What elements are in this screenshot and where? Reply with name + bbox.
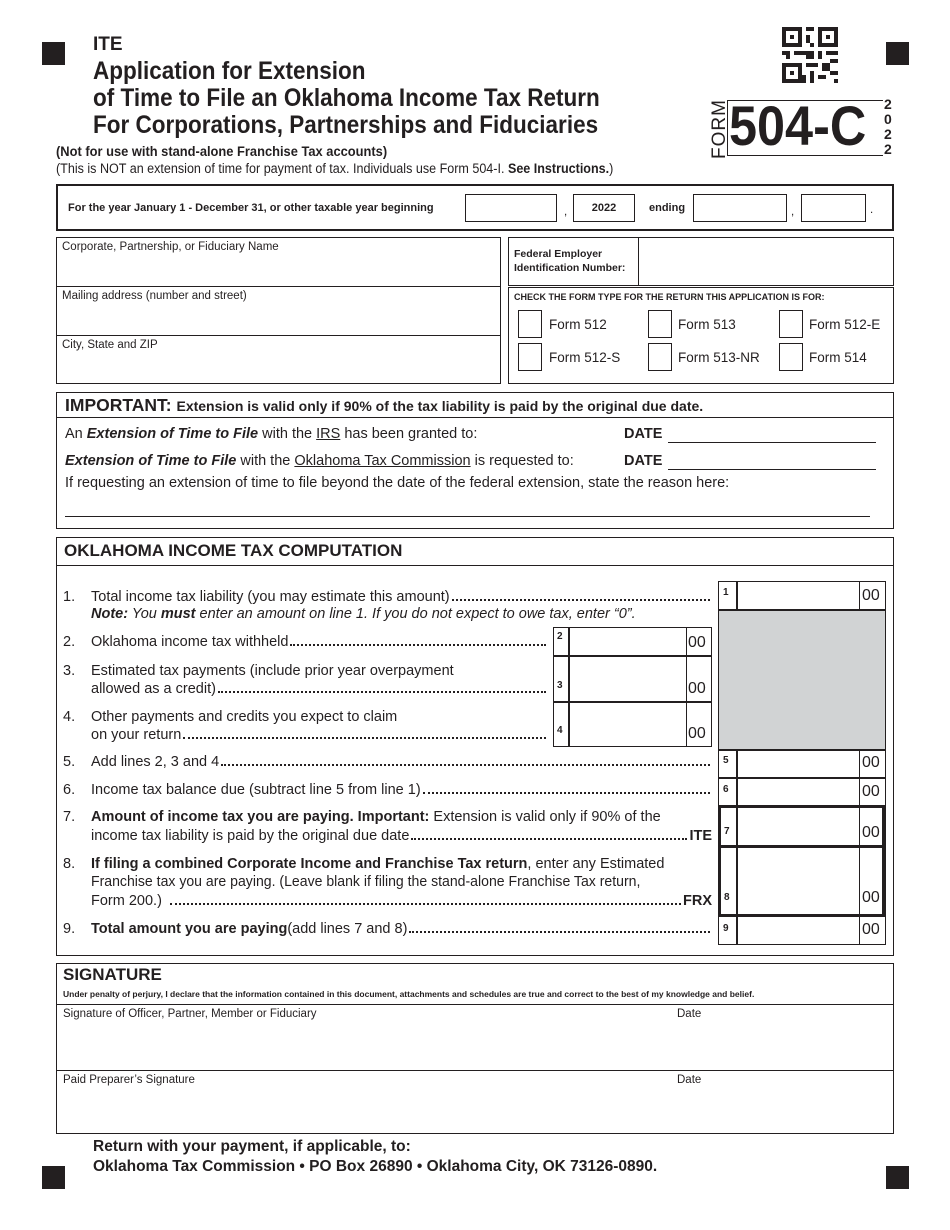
return-instructions: Return with your payment, if applicable, to:: [93, 1138, 411, 1155]
begin-date-input[interactable]: [465, 194, 557, 222]
cents: 00: [862, 921, 880, 938]
address-input[interactable]: [60, 305, 497, 333]
otc-date-input[interactable]: [668, 452, 876, 470]
perjury-declaration: Under penalty of perjury, I declare that the information contained in this document, attachments and schedules are true and correct to the best of my knowledge and belief.: [63, 989, 755, 999]
irs-date-input[interactable]: [668, 425, 876, 443]
address-label: Mailing address (number and street): [62, 290, 247, 302]
checkbox-form-514[interactable]: [779, 343, 803, 371]
form-type-header: CHECK THE FORM TYPE FOR THE RETURN THIS APPLICATION IS FOR:: [514, 292, 825, 302]
registration-mark: [42, 42, 65, 65]
line-number: 5.: [63, 754, 76, 770]
checkbox-form-512e[interactable]: [779, 310, 803, 338]
preparer-signature-field[interactable]: [60, 1090, 660, 1132]
line-number: 7.: [63, 809, 76, 825]
line-7-input[interactable]: [739, 809, 857, 844]
label-form-513nr: Form 513-NR: [678, 350, 760, 365]
qr-code-icon: [782, 27, 838, 83]
end-date-input[interactable]: [693, 194, 787, 222]
fein-input[interactable]: [640, 239, 892, 284]
line-8-label-end: Form 200.): [91, 893, 162, 909]
box-number: 2: [557, 631, 563, 642]
city-label: City, State and ZIP: [62, 339, 158, 351]
officer-date-label: Date: [677, 1008, 702, 1020]
registration-mark: [886, 42, 909, 65]
line-number: 3.: [63, 663, 76, 679]
note-text-end: ): [609, 161, 614, 176]
line-8-label-cont: Franchise tax you are paying. (Leave blank if filing the stand-alone Franchise Tax return,: [91, 874, 641, 890]
form-number: 504-C: [729, 94, 867, 157]
preparer-signature-label: Paid Preparer’s Signature: [63, 1074, 195, 1086]
checkbox-form-513nr[interactable]: [648, 343, 672, 371]
line-9-label: Total amount you are paying: [91, 921, 288, 937]
begin-year-input[interactable]: 2022: [573, 194, 635, 222]
label-form-512s: Form 512-S: [549, 350, 621, 365]
line-3-label: Estimated tax payments (include prior year overpayment: [91, 663, 454, 679]
cents: 00: [862, 587, 880, 604]
line-number: 1.: [63, 589, 76, 605]
line-1-note: Note: You must enter an amount on line 1. If you do not expect to owe tax, enter “0”.: [91, 606, 636, 622]
ending-label: ending: [649, 202, 686, 214]
reason-input[interactable]: [65, 497, 870, 517]
box-number: 8: [724, 892, 730, 903]
box-number: 3: [557, 680, 563, 691]
ite-code: ITE: [689, 828, 712, 844]
cents: 00: [862, 783, 880, 800]
line-9-input[interactable]: [739, 918, 857, 943]
important-heading: IMPORTANT: Extension is valid only if 90% of the tax liability is paid by the original due date.: [65, 395, 704, 415]
title-line-1: Application for Extension: [93, 57, 366, 85]
line-8-label: If filing a combined Corporate Income and Franchise Tax return, enter any Estimated: [91, 856, 665, 872]
form-year: 2 0 2 2: [884, 96, 892, 157]
label-form-513: Form 513: [678, 317, 736, 332]
irs-extension-text: An Extension of Time to File with the IRS has been granted to:: [65, 426, 478, 442]
preparer-date-field[interactable]: [674, 1090, 884, 1132]
cents: 00: [862, 889, 880, 906]
line-5-input[interactable]: [739, 752, 857, 776]
officer-signature-label: Signature of Officer, Partner, Member or Fiduciary: [63, 1008, 317, 1020]
line-7-label-cont: income tax liability is paid by the original due date: [91, 828, 410, 844]
signature-heading: SIGNATURE: [63, 965, 162, 984]
shaded-area: [719, 609, 885, 749]
period: .: [870, 204, 874, 216]
line-4-label-cont: on your return: [91, 727, 182, 743]
line-2-input[interactable]: [571, 629, 684, 654]
line-number: 8.: [63, 856, 76, 872]
line-2-label: Oklahoma income tax withheld: [91, 634, 289, 650]
line-6-input[interactable]: [739, 780, 857, 804]
registration-mark: [886, 1166, 909, 1189]
note-text: (This is NOT an extension of time for payment of tax. Individuals use Form 504-I.: [56, 161, 508, 176]
line-6-label: Income tax balance due (subtract line 5 from line 1): [91, 782, 421, 798]
box-number: 6: [723, 784, 729, 795]
line-1-label: Total income tax liability (you may estimate this amount): [91, 589, 450, 605]
form-code: ITE: [93, 34, 123, 55]
reason-prompt: If requesting an extension of time to file beyond the date of the federal extension, state the reason here:: [65, 475, 730, 491]
comma: ,: [791, 206, 795, 218]
frx-code: FRX: [683, 893, 712, 909]
box-number: 1: [723, 587, 729, 598]
see-instructions: See Instructions.: [507, 161, 610, 176]
cents: 00: [688, 725, 706, 742]
line-number: 6.: [63, 782, 76, 798]
label-form-514: Form 514: [809, 350, 867, 365]
label-form-512e: Form 512-E: [809, 317, 881, 332]
line-5-label: Add lines 2, 3 and 4: [91, 754, 220, 770]
label-form-512: Form 512: [549, 317, 607, 332]
box-number: 4: [557, 725, 563, 736]
form-label: FORM: [709, 99, 730, 159]
name-label: Corporate, Partnership, or Fiduciary Name: [62, 241, 279, 253]
mailing-address: Oklahoma Tax Commission • PO Box 26890 • Oklahoma City, OK 73126-0890.: [93, 1158, 658, 1175]
end-year-input[interactable]: [801, 194, 866, 222]
title-line-3: For Corporations, Partnerships and Fiduciaries: [93, 111, 599, 139]
line-3-input[interactable]: [571, 658, 684, 700]
line-number: 4.: [63, 709, 76, 725]
line-1-input[interactable]: [739, 583, 857, 608]
officer-date-field[interactable]: [674, 1024, 884, 1068]
preparer-date-label: Date: [677, 1074, 702, 1086]
checkbox-form-512s[interactable]: [518, 343, 542, 371]
name-input[interactable]: [60, 256, 497, 284]
fein-label: Federal Employer Identification Number:: [514, 248, 626, 274]
line-7-label: Amount of income tax you are paying. Important: Extension is valid only if 90% of the: [91, 809, 661, 825]
checkbox-form-513[interactable]: [648, 310, 672, 338]
title-line-2: of Time to File an Oklahoma Income Tax Return: [93, 84, 600, 112]
irs-date-label: DATE: [624, 426, 663, 442]
checkbox-form-512[interactable]: [518, 310, 542, 338]
cents: 00: [862, 754, 880, 771]
line-4-label: Other payments and credits you expect to claim: [91, 709, 398, 725]
computation-heading: OKLAHOMA INCOME TAX COMPUTATION: [64, 541, 403, 560]
box-number: 7: [724, 826, 730, 837]
payment-note: [56, 161, 613, 176]
line-8-input[interactable]: [739, 849, 857, 913]
comma: ,: [564, 206, 568, 218]
line-number: 2.: [63, 634, 76, 650]
otc-date-label: DATE: [624, 453, 663, 469]
box-number: 5: [723, 755, 729, 766]
cents: 00: [862, 824, 880, 841]
box-number: 9: [723, 923, 729, 934]
line-3-label-cont: allowed as a credit): [91, 681, 216, 697]
cents: 00: [688, 634, 706, 651]
line-4-input[interactable]: [571, 704, 684, 745]
tax-year-label: For the year January 1 - December 31, or other taxable year beginning: [68, 202, 434, 214]
officer-signature-field[interactable]: [60, 1024, 660, 1068]
subtitle: (Not for use with stand-alone Franchise Tax accounts): [56, 143, 388, 159]
otc-extension-text: Extension of Time to File with the Oklahoma Tax Commission is requested to:: [65, 453, 574, 469]
registration-mark: [42, 1166, 65, 1189]
city-input[interactable]: [60, 354, 497, 382]
cents: 00: [688, 680, 706, 697]
line-number: 9.: [63, 921, 76, 937]
